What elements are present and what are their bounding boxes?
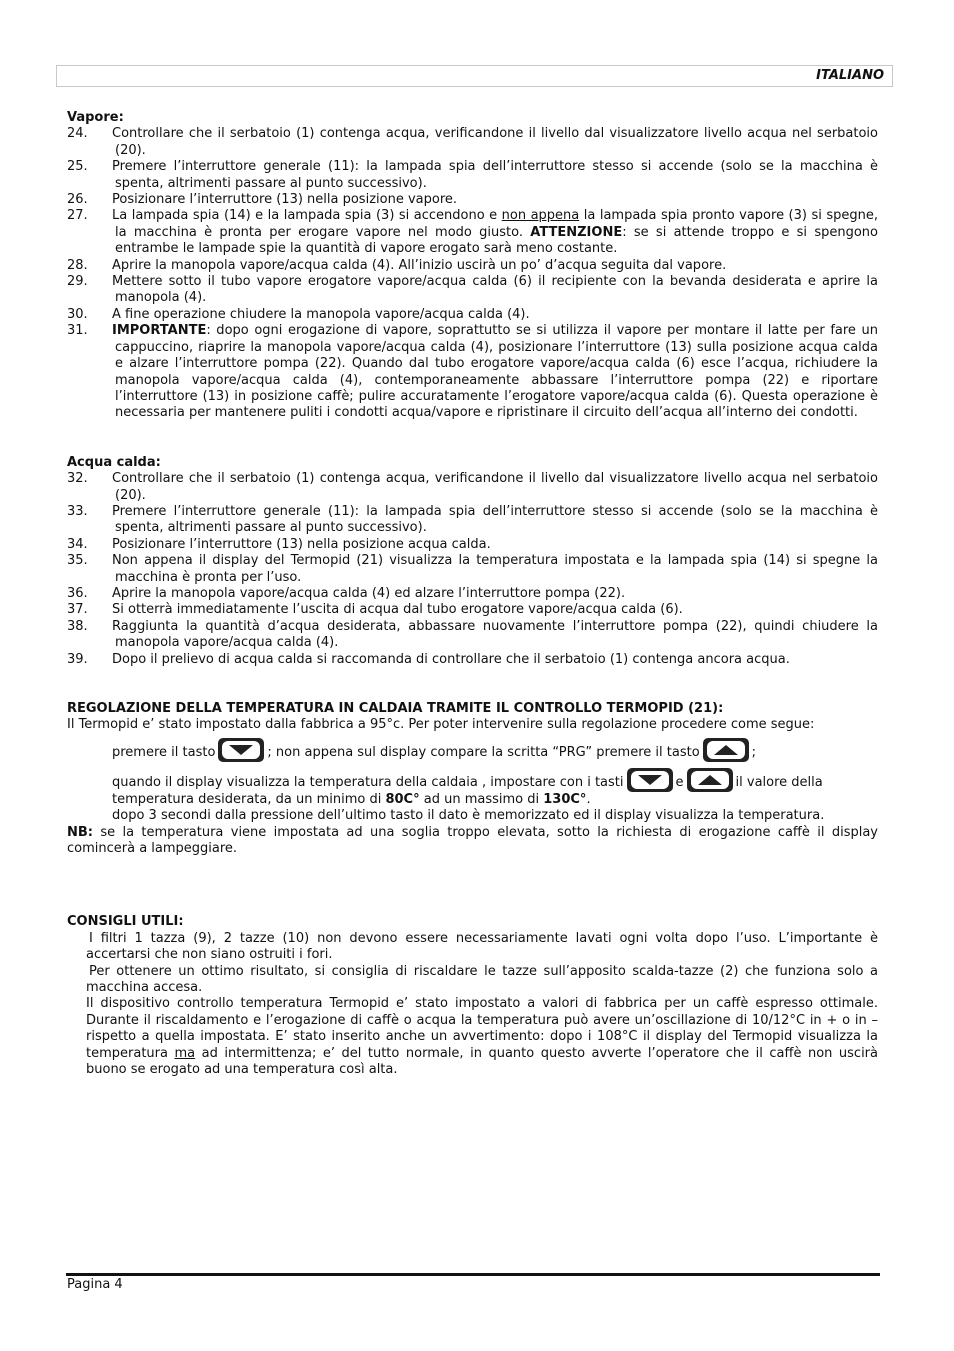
item-text: Dopo il prelievo di acqua calda si raccomanda di controllare che il serbatoio (1) contenga ancora acqua. xyxy=(112,651,790,667)
consigli-paragraph: Per ottenere un ottimo risultato, si consiglia di riscaldare le tazze sull’apposito scalda-tazze (2) che funziona solo a macchina accesa. xyxy=(86,963,878,996)
item-number: 38. xyxy=(67,618,88,634)
item-number: 32. xyxy=(67,471,88,487)
item-text: Mettere sotto il tubo vapore erogatore vapore/acqua calda (6) il recipiente con la bevanda desiderata e aprire la manopola (4). xyxy=(112,274,878,306)
item-text xyxy=(112,323,878,421)
item-number: 28. xyxy=(67,257,88,273)
item-text: Aprire la manopola vapore/acqua calda (4). All’inizio uscirà un po’ d’acqua seguita dal vapore. xyxy=(112,257,727,273)
item-text: Non appena il display del Termopid (21) visualizza la temperatura impostata e la lampada spia (14) si spegne la macchina è pronta per l’uso. xyxy=(112,553,878,585)
list-item xyxy=(67,159,878,192)
section-title-consigli: CONSIGLI UTILI: xyxy=(67,914,184,930)
instruction-line-4: dopo 3 secondi dalla pressione dell’ultimo tasto il dato è memorizzato ed il display visualizza la temperatura. xyxy=(112,808,825,824)
nb-note xyxy=(67,825,878,858)
list-item xyxy=(67,619,878,652)
text-run: ad un massimo di xyxy=(419,791,544,807)
language-label: ITALIANO xyxy=(816,68,884,83)
text-run: . xyxy=(586,791,591,807)
bold-text: ATTENZIONE xyxy=(530,224,623,240)
consigli-section xyxy=(67,914,878,1078)
item-text: Controllare che il serbatoio (1) contenga acqua, verificandone il livello dal visualizzatore livello acqua nel serbatoio (20). xyxy=(112,471,878,503)
item-text: Premere l’interruttore generale (11): la lampada spia dell’interruttore stesso si accende (solo se la macchina è spenta, altrimenti passare al punto successivo). xyxy=(112,159,878,191)
item-number: 37. xyxy=(67,602,88,618)
down-arrow-key-icon xyxy=(218,738,264,762)
list-item xyxy=(67,274,878,307)
section-title-acqua-calda: Acqua calda: xyxy=(67,454,161,470)
page-content xyxy=(67,110,878,1079)
item-number: 31. xyxy=(67,323,88,339)
list-item xyxy=(67,553,878,586)
list-item xyxy=(67,652,878,668)
item-text: Si otterrà immediatamente l’uscita di acqua dal tubo erogatore vapore/acqua calda (6). xyxy=(112,602,683,618)
list-item xyxy=(67,126,878,159)
list-item xyxy=(67,504,878,537)
item-number: 25. xyxy=(67,159,88,175)
text-run: ; xyxy=(751,745,757,761)
item-text: Raggiunta la quantità d’acqua desiderata, abbassare nuovamente l’interruttore pompa (22), quindi chiudere la manopola vapore/acqua calda (4). xyxy=(112,618,878,651)
list-item xyxy=(67,307,878,323)
max-temperature: 130C° xyxy=(543,791,587,807)
item-text: Controllare che il serbatoio (1) contenga acqua, verificandone il livello dal visualizzatore livello acqua nel serbatoio (20). xyxy=(112,126,878,158)
item-text: Posizionare l’interruttore (13) nella posizione vapore. xyxy=(112,192,458,208)
text-run: premere il tasto xyxy=(112,745,216,761)
item-number: 27. xyxy=(67,208,88,224)
list-item xyxy=(67,323,878,421)
page-number: Pagina 4 xyxy=(67,1277,123,1292)
item-number: 36. xyxy=(67,585,88,601)
list-item xyxy=(67,192,878,208)
item-number: 26. xyxy=(67,192,88,208)
footer-divider xyxy=(66,1273,880,1276)
instruction-line-3 xyxy=(67,792,878,808)
list-item xyxy=(67,537,878,553)
consigli-paragraph xyxy=(67,996,878,1078)
item-text: Posizionare l’interruttore (13) nella posizione acqua calda. xyxy=(112,536,491,552)
item-text: A fine operazione chiudere la manopola vapore/acqua calda (4). xyxy=(112,306,530,322)
text-run: temperatura desiderata, da un minimo di xyxy=(112,791,386,807)
item-number: 30. xyxy=(67,306,88,322)
instruction-line-1 xyxy=(67,734,878,762)
item-text: Premere l’interruttore generale (11): la lampada spia dell’interruttore stesso si accende (solo se la macchina è spenta, altrimenti passare al punto successivo). xyxy=(112,503,878,536)
consigli-paragraph: I filtri 1 tazza (9), 2 tazze (10) non devono essere necessariamente lavati ogni volta dopo l’uso. L’importante è accertarsi che non siano ostruiti i fori. xyxy=(86,930,878,963)
regolazione-intro: Il Termopid e’ stato impostato dalla fabbrica a 95°c. Per poter intervenire sulla regolazione procedere come segue: xyxy=(67,717,815,733)
underlined-text: ma xyxy=(174,1045,196,1061)
up-arrow-key-icon xyxy=(687,768,733,792)
item-number: 29. xyxy=(67,274,88,290)
item-number: 34. xyxy=(67,536,88,552)
nb-label: NB: xyxy=(67,824,93,840)
section-title-vapore: Vapore: xyxy=(67,110,124,125)
nb-text: se la temperatura viene impostata ad una soglia troppo elevata, sotto la richiesta di erogazione caffè il display comincerà a lampeggiare. xyxy=(67,824,878,857)
instruction-line-2 xyxy=(67,762,878,792)
section-title-regolazione: REGOLAZIONE DELLA TEMPERATURA IN CALDAIA TRAMITE IL CONTROLLO TERMOPID (21): xyxy=(67,701,724,716)
min-temperature: 80C° xyxy=(385,791,420,807)
text-run: ; non appena sul display compare la scritta “PRG” premere il tasto xyxy=(267,745,700,761)
list-item xyxy=(67,602,878,618)
text-run: Il dispositivo controllo temperatura Termopid e’ stato impostato a valori di fabbrica per un caffè espresso ottimale. Durante il riscaldamento e l’erogazione di caffè o acqua la temperatura può avere un’oscillazione di 10/12°C in + o in – rispetto a quella impostata. E’ stato inserito anche un avvertimento: dopo i 108°C il display del Termopid visualizza la temperatura xyxy=(86,996,878,1061)
item-number: 33. xyxy=(67,503,88,519)
list-item xyxy=(67,586,878,602)
item-text: Aprire la manopola vapore/acqua calda (4) ed alzare l’interruttore pompa (22). xyxy=(112,585,626,601)
list-item xyxy=(67,471,878,504)
underlined-text: non appena xyxy=(501,208,580,224)
text-run: : se si attende troppo e si spengono entrambe le lampade spie la quantità di vapore erogato sarà meno costante. xyxy=(115,224,878,257)
text-run: : dopo ogni erogazione di vapore, soprattutto se si utilizza il vapore per montare il latte per fare un cappuccino, riaprire la manopola vapore/acqua calda (4), posizionare l’interruttore (13) sulla posizione acqua calda e alzare l’interruttore pompa (22). Quando dal tubo erogatore vapore/acqua calda (6) esce l’acqua, richiudere la manopola vapore/acqua calda (4), contemporaneamente abbassare l’interruttore pompa (22) e riportare l’interruttore (13) in posizione caffè; pulire accuratamente l’erogatore vapore/acqua calda (6). Questa operazione è necessaria per mantenere puliti i condotti acqua/vapore e ripristinare il circuito dell’acqua all’interno dei condotti. xyxy=(115,323,878,421)
item-text xyxy=(112,208,878,257)
up-arrow-key-icon xyxy=(703,738,749,762)
item-number: 35. xyxy=(67,553,88,569)
list-item xyxy=(67,208,878,257)
text-run: il valore della xyxy=(735,775,823,791)
item-number: 24. xyxy=(67,126,88,142)
bold-text: IMPORTANTE xyxy=(112,323,207,339)
page-header xyxy=(56,65,893,87)
down-arrow-key-icon xyxy=(627,768,673,792)
list-item xyxy=(67,258,878,274)
text-run: e xyxy=(675,775,684,791)
text-run: la lampada spia pronto vapore (3) si spegne, la macchina è pronta per erogare vapore nel modo giusto. xyxy=(115,208,878,240)
item-number: 39. xyxy=(67,651,88,667)
text-run: quando il display visualizza la temperatura della caldaia , impostare con i tasti xyxy=(112,775,624,791)
text-run: La lampada spia (14) e la lampada spia (3) si accendono e xyxy=(112,208,502,224)
text-run: ad intermittenza; e’ del tutto normale, in quanto questo avverte l’operatore che il caffè non uscirà buono se erogato ad una temperatura così alta. xyxy=(86,1045,878,1078)
